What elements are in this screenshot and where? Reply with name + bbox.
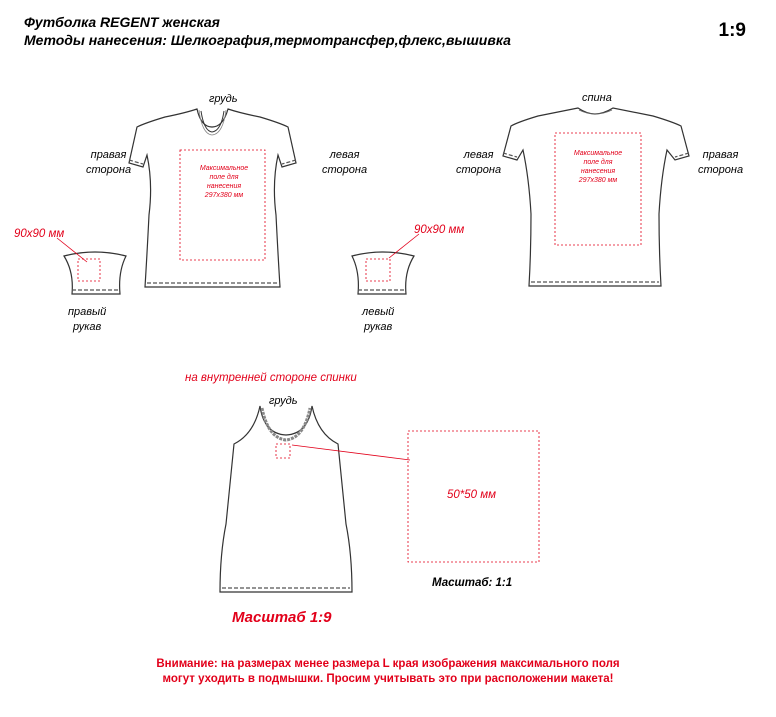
right-sleeve-label: правый рукав [68,306,107,333]
detail-scale: Масштаб: 1:1 [432,577,513,589]
detail-pointer [290,440,415,465]
warning-text: Внимание: на размерах менее размера L края изображения максимального поля могут уходить в подмышки. Просим учитывать это при расположении макета! [156,658,620,685]
back-field-text: Максимальное поле для нанесения 297x380 мм [573,150,623,184]
scale-label: 1:9 [718,20,746,41]
front-field-text: Максимальное поле для нанесения 297x380 мм [199,165,249,199]
inside-caption: на внутренней стороне спинки [185,372,357,384]
front-right-side-label: правая сторона [86,149,132,176]
front-chest-label: грудь [209,93,238,105]
application-methods: Методы нанесения: Шелкография,термотрансфер,флекс,вышивка [24,32,511,48]
left-sleeve-pointer [385,232,425,262]
back-tshirt-drawing [503,106,693,291]
left-sleeve-size: 90x90 мм [414,224,465,236]
left-sleeve-label: левый рукав [362,306,395,333]
right-sleeve-pointer [55,236,95,266]
back-right-side-label: правая сторона [698,149,744,176]
inside-chest-label: грудь [269,395,298,407]
front-tshirt-drawing [125,105,300,295]
detail-size: 50*50 мм [447,489,497,501]
main-scale: Масштаб 1:9 [232,609,332,626]
sleeveless-tshirt-drawing [218,404,358,596]
back-left-side-label: левая сторона [456,149,502,176]
front-left-side-label: левая сторона [322,149,368,176]
right-sleeve-size: 90x90 мм [14,228,65,240]
back-label: спина [582,92,612,104]
product-title: Футболка REGENT женская [24,14,220,30]
